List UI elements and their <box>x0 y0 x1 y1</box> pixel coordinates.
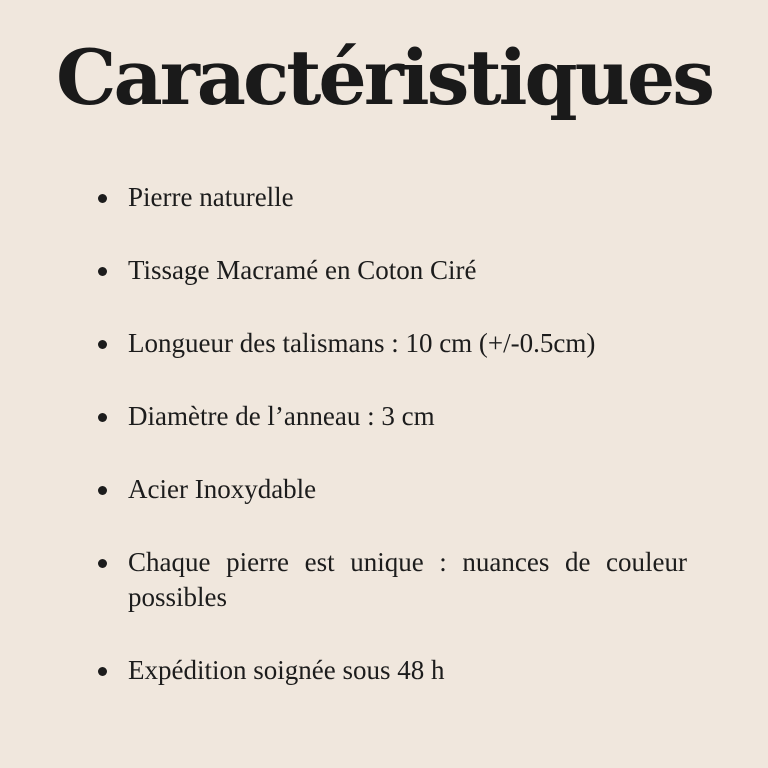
list-item-text: Longueur des talismans : 10 cm (+/-0.5cm) <box>128 328 596 358</box>
list-item-ring-diameter <box>96 399 687 434</box>
list-item-text: Diamètre de l’anneau : 3 cm <box>128 401 435 431</box>
bullet-icon <box>98 486 107 495</box>
list-item-unique-stone <box>96 545 687 615</box>
list-item-length <box>96 326 687 361</box>
list-item-text: Chaque pierre est unique : nuances de couleur possibles <box>128 547 687 612</box>
list-item-weaving <box>96 253 687 288</box>
list-item-text: Pierre naturelle <box>128 182 294 212</box>
list-item-shipping <box>96 653 687 688</box>
bullet-icon <box>98 559 107 568</box>
list-item-text: Tissage Macramé en Coton Ciré <box>128 255 477 285</box>
list-item-text: Acier Inoxydable <box>128 474 317 504</box>
list-item-steel <box>96 472 687 507</box>
list-item-natural-stone <box>96 180 687 215</box>
page-title: Caractéristiques <box>56 33 712 122</box>
bullet-icon <box>98 340 107 349</box>
bullet-icon <box>98 413 107 422</box>
characteristics-list <box>96 180 687 726</box>
list-item-text: Expédition soignée sous 48 h <box>128 655 445 685</box>
bullet-icon <box>98 267 107 276</box>
bullet-icon <box>98 667 107 676</box>
bullet-icon <box>98 194 107 203</box>
